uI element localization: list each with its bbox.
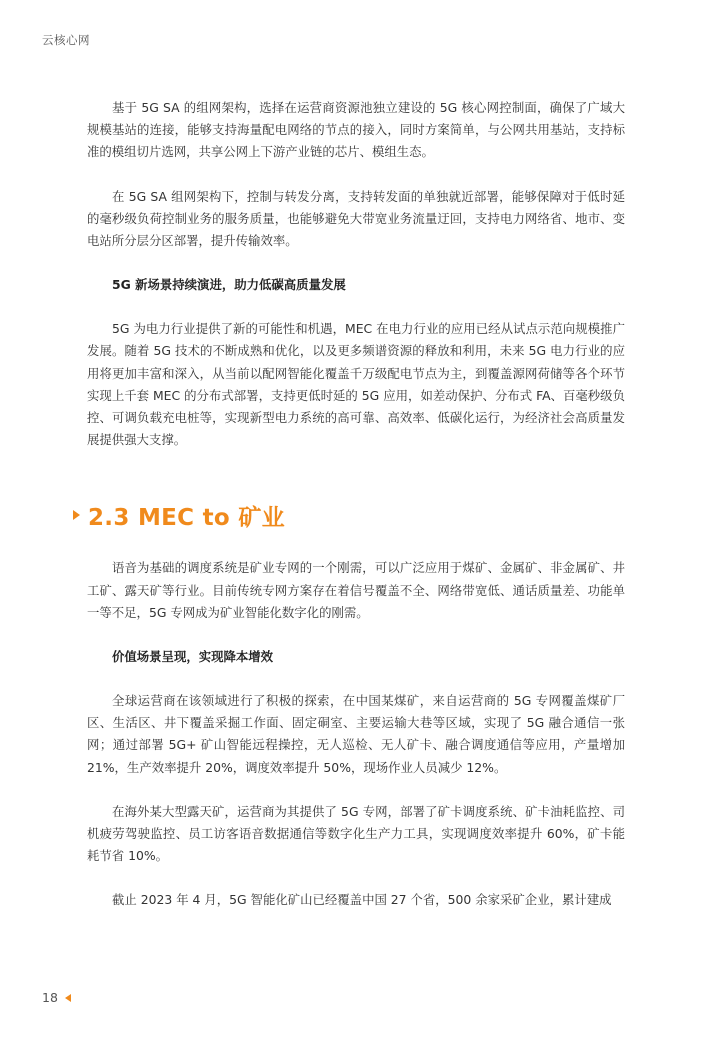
paragraph-coverage-stats: 截止 2023 年 4 月，5G 智能化矿山已经覆盖中国 27 个省，500 余家采矿企业，累计建成 (112, 892, 612, 908)
section-heading (73, 495, 625, 535)
subheading-new-scenarios: 5G 新场景持续演进，助力低碳高质量发展 (112, 277, 346, 293)
paragraph-control-forwarding: 在 5G SA 组网架构下，控制与转发分离，支持转发面的单独就近部署，能够保障对于低时延的毫秒级负荷控制业务的服务质量，也能够避免大带宽业务流量迂回，支持电力网络省、地市、变电站所分层分区部署，提升传输效率。 (87, 188, 625, 249)
subheading-value-scenarios: 价值场景呈现，实现降本增效 (112, 649, 274, 665)
paragraph-china-coal-mine: 全球运营商在该领域进行了积极的探索，在中国某煤矿，来自运营商的 5G 专网覆盖煤矿厂区、生活区、井下覆盖采掘工作面、固定硐室、主要运输大巷等区域，实现了 5G 融合通信一张网；通过部署 5G+ 矿山智能远程操控，无人巡检、无人矿卡、融合调度通信等应用，产量增加 21%，生产效率提升 20%，调度效率提升 50%，现场作业人员减少 12%。 (87, 693, 625, 775)
header-label: 云核心网 (42, 33, 90, 47)
triangle-left-icon (65, 994, 71, 1002)
paragraph-sa-architecture: 基于 5G SA 的组网架构，选择在运营商资源池独立建设的 5G 核心网控制面，确保了广域大规模基站的连接，能够支持海量配电网络的节点的接入，同时方案简单，与公网共用基站，支持标准的模组切片选网，共享公网上下游产业链的芯片、模组生态。 (87, 100, 625, 160)
page-footer (42, 990, 71, 1005)
page-number: 18 (42, 990, 58, 1005)
paragraph-overseas-mine: 在海外某大型露天矿，运营商为其提供了 5G 专网，部署了矿卡调度系统、矿卡油耗监控、司机疲劳驾驶监控、员工访客语音数据通信等数字化生产力工具，实现调度效率提升 60%，矿卡能耗节省 10%。 (87, 803, 625, 864)
main-content (87, 97, 625, 912)
paragraph-mining-intro: 语音为基础的调度系统是矿业专网的一个刚需，可以广泛应用于煤矿、金属矿、非金属矿、井工矿、露天矿等行业。目前传统专网方案存在着信号覆盖不全、网络带宽低、通话质量差、功能单一等不足，5G 专网成为矿业智能化数字化的刚需。 (87, 560, 625, 620)
section-title: 2.3 MEC to 矿业 (88, 504, 285, 531)
triangle-right-icon (73, 510, 80, 520)
paragraph-power-industry: 5G 为电力行业提供了新的可能性和机遇，MEC 在电力行业的应用已经从试点示范向规模推广发展。随着 5G 技术的不断成熟和优化，以及更多频谱资源的释放和利用，未来 5G 电力行业的应用将更加丰富和深入，从当前以配网智能化覆盖千万级配电节点为主，到覆盖源网荷储等各个环节实现上千套 MEC 的分布式部署，支持更低时延的 5G 应用，如差动保护、分布式 FA、百毫秒级负控、可调负载充电桩等，实现新型电力系统的高可靠、高效率、低碳化运行，为经济社会高质量发展提供强大支撑。 (87, 321, 625, 448)
